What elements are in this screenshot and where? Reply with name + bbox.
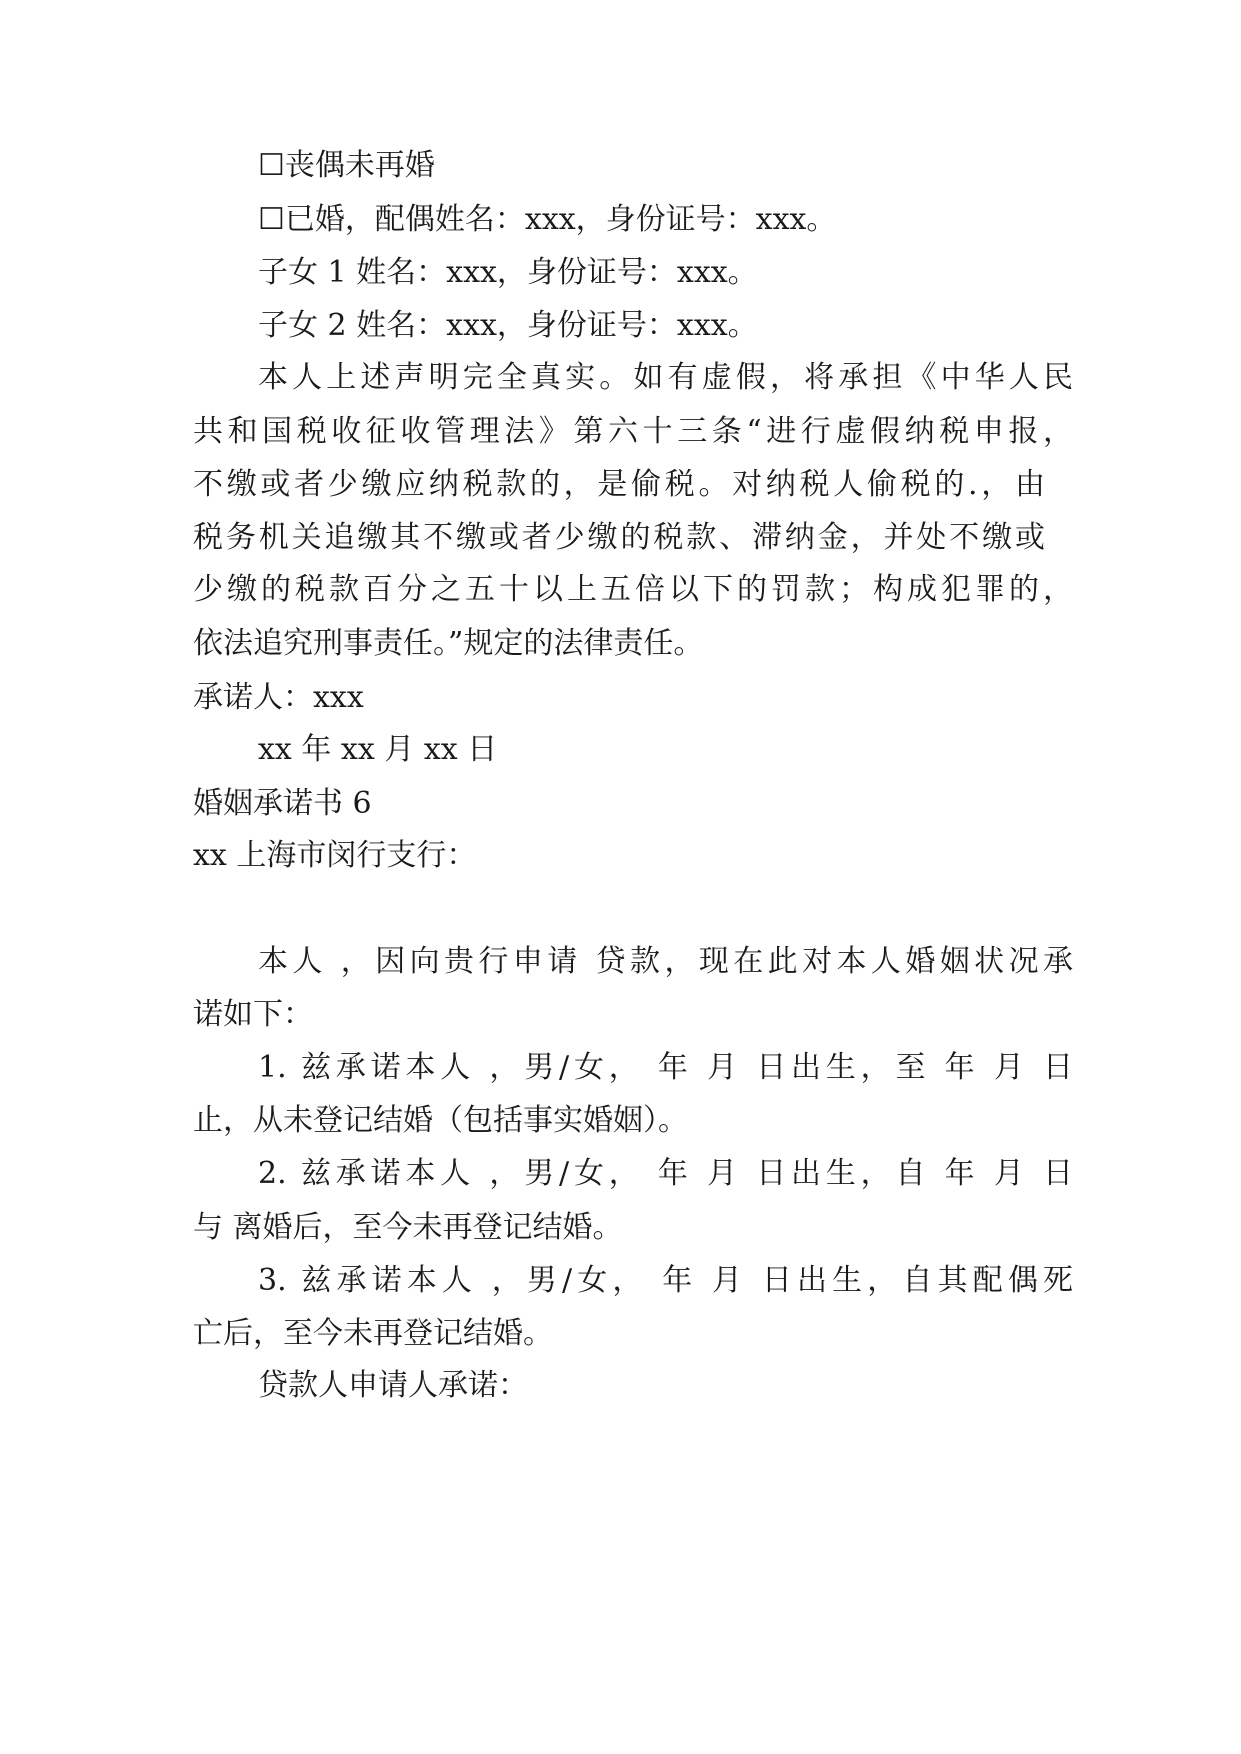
promisor-line: 承诺人：xxx: [193, 680, 364, 715]
clause-1-line: 止，从未登记结婚（包括事实婚姻）。: [193, 1103, 688, 1138]
intro-paragraph-line: 诺如下：: [193, 997, 313, 1032]
child-1-line: 子女 1 姓名：xxx，身份证号：xxx。: [258, 255, 758, 290]
clause-2-line: 2. 兹承诺本人 ，男/女， 年 月 日出生，自 年 月 日: [258, 1156, 1073, 1191]
child-2-line: 子女 2 姓名：xxx，身份证号：xxx。: [258, 308, 758, 343]
clause-1-line: 1. 兹承诺本人 ，男/女， 年 月 日出生，至 年 月 日: [258, 1050, 1073, 1085]
declaration-paragraph-line: 不缴或者少缴应纳税款的，是偷税。对纳税人偷税的.，由: [193, 467, 1045, 502]
section-heading: 婚姻承诺书 6: [193, 786, 372, 821]
intro-paragraph-line: 本人 ，因向贵行申请 贷款，现在此对本人婚姻状况承: [258, 944, 1073, 979]
date-line: xx 年 xx 月 xx 日: [258, 732, 498, 767]
declaration-paragraph-line: 本人上述声明完全真实。如有虚假，将承担《中华人民: [258, 360, 1073, 395]
clause-3-line: 亡后，至今未再登记结婚。: [193, 1316, 553, 1351]
addressee-line: xx 上海市闵行支行：: [193, 838, 477, 873]
option-married: ☐已婚，配偶姓名：xxx，身份证号：xxx。: [258, 202, 837, 237]
declaration-paragraph-line: 税务机关追缴其不缴或者少缴的税款、滞纳金，并处不缴或: [193, 520, 1045, 555]
clause-3-line: 3. 兹承诺本人 ，男/女， 年 月 日出生，自其配偶死: [258, 1263, 1073, 1298]
applicant-promise-line: 贷款人申请人承诺：: [258, 1368, 528, 1403]
declaration-paragraph-line: 依法追究刑事责任。”规定的法律责任。: [193, 626, 704, 661]
option-widowed: ☐丧偶未再婚: [258, 148, 435, 183]
declaration-paragraph-line: 少缴的税款百分之五十以上五倍以下的罚款；构成犯罪的，: [193, 572, 1073, 607]
declaration-paragraph-line: 共和国税收征收管理法》第六十三条“进行虚假纳税申报，: [193, 414, 1073, 449]
clause-2-line: 与 离婚后，至今未再登记结婚。: [193, 1210, 623, 1245]
